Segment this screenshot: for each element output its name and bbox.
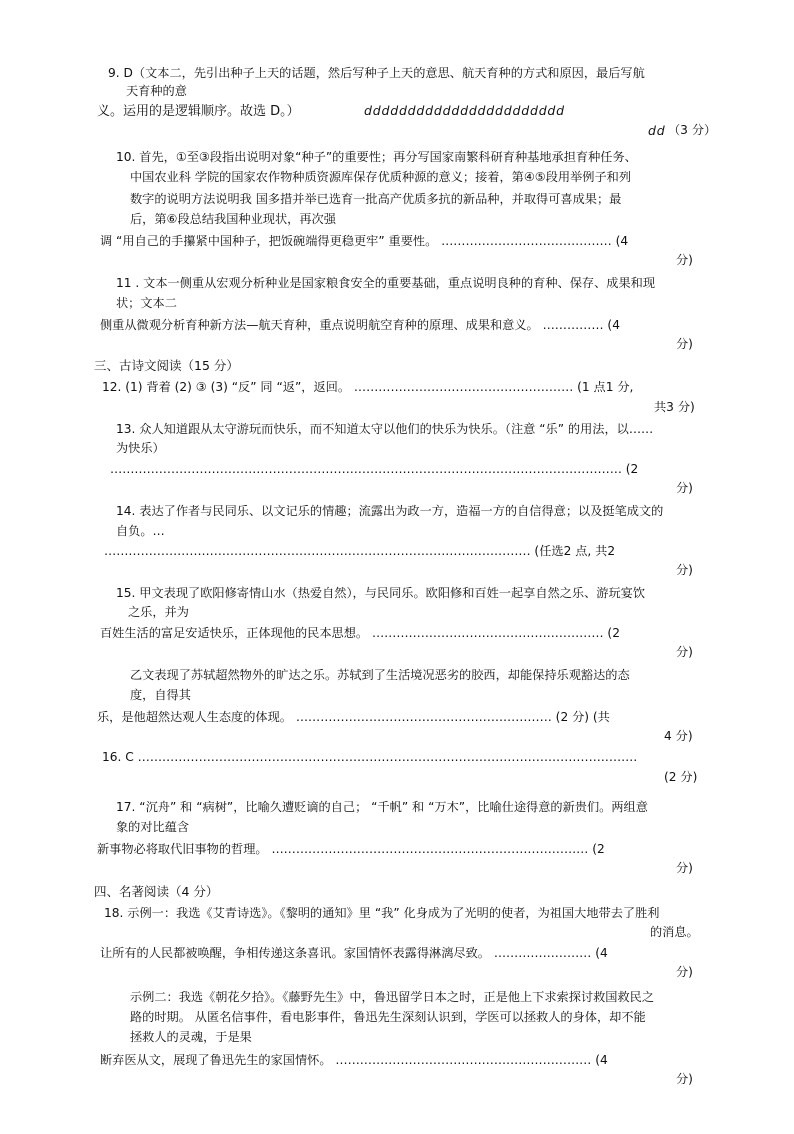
q15-line-5: 乙文表现了苏轼超然物外的旷达之乐。苏轼到了生活境况恶劣的胶西，却能保持乐观豁达的态: [130, 668, 630, 682]
q17-line-1: 17. “沉舟” 和 “病树”，比喻久遭贬谪的自己； “千帆” 和 “万木”，比喻仕途得意的新贵们。两组意: [116, 800, 648, 814]
q18-line-9: 分): [676, 1072, 693, 1086]
section-4-title: 四、名著阅读（4 分）: [94, 884, 219, 899]
q18-line-2: 的消息。: [650, 925, 699, 939]
q17-line-4: 分): [676, 861, 693, 875]
q10-line-2: 中国农业科 学院的国家农作物种质资源库保存优质种源的意义；接着，第④⑤段用举例子和列: [130, 170, 632, 184]
q10-line-3: 数字的说明方法说明我 国多措并举已选育一批高产优质多抗的新品种，并取得可喜成果；最: [130, 192, 622, 206]
q16-line-1: 16. C ……………………………………………………………………………………………………………: [102, 750, 638, 764]
q18-line-8: 断弃医从文，展现了鲁迅先生的家国情怀。 ……………………………………………………… (4: [100, 1053, 608, 1067]
q13-line-1: 13. 众人知道跟从太守游玩而快乐，而不知道太守以他们的快乐为快乐。（注意 “乐” 的用法，以……: [116, 422, 654, 436]
q17-line-3: 新事物必将取代旧事物的哲理。 …………………………………………………………………… (2: [97, 842, 605, 856]
q18-line-3: 让所有的人民都被唤醒，争相传递这条喜讯。家国情怀表露得淋漓尽致。 …………………… (4: [100, 946, 608, 960]
q9-filler-2: dd: [648, 123, 666, 138]
q13-line-3: ……………………………………………………………………………………………………………… (2: [110, 462, 639, 476]
q15-line-2: 之乐，并为: [128, 605, 189, 619]
q15-line-7: 乐，是他超然达观人生态度的体现。 ……………………………………………………… (2 分) (共: [97, 710, 610, 724]
section-3-title: 三、古诗文阅读（15 分）: [94, 358, 239, 373]
q11-line-4: 分): [676, 337, 693, 351]
q11-line-1: 11 . 文本一侧重从宏观分析种业是国家粮食安全的重要基础，重点说明良种的育种、保存、成果和现: [116, 276, 656, 290]
q10-line-1: 10. 首先，①至③段指出说明对象“种子”的重要性；再分写国家南繁科研育种基地承担育种任务、: [116, 150, 637, 164]
q13-line-2: 为快乐）: [116, 441, 165, 455]
q9-score: （3 分）: [668, 123, 717, 137]
q18-line-6: 路的时期。 从匿名信事件，看电影事件，鲁迅先生深刻认识到，学医可以拯救人的身体，却不能: [130, 1010, 646, 1024]
q14-line-4: 分): [676, 563, 693, 577]
q14-line-3: …………………………………………………………………………………………… (任选2 点, 共2: [104, 544, 616, 558]
q13-line-4: 分): [676, 481, 693, 495]
q15-line-4: 分): [676, 645, 693, 659]
q11-line-2: 状；文本二: [116, 296, 177, 310]
q9-line-2: 天育种的意: [126, 84, 187, 98]
q12-line-2: 共3 分): [654, 400, 695, 414]
q12-line-1: 12. (1) 背着 (2) ③ (3) “反” 同 “返”，返回。 ……………………………………………… (1 点1 分,: [102, 380, 634, 394]
q15-line-6: 度，自得其: [130, 688, 191, 702]
q17-line-2: 象的对比蕴含: [116, 820, 190, 834]
q10-line-4: 后，第⑥段总结我国种业现状，再次强: [130, 212, 336, 226]
q15-line-1: 15. 甲文表现了欧阳修寄情山水（热爱自然），与民同乐。欧阳修和百姓一起享自然之乐、游玩宴饮: [116, 586, 646, 600]
q18-line-4: 分): [676, 965, 693, 979]
q14-line-1: 14. 表达了作者与民同乐、以文记乐的情趣；流露出为政一方，造福一方的自信得意；以及挺笔成文的: [116, 504, 664, 518]
q9-line-3: 义。运用的是逻辑顺序。故选 D。）: [97, 104, 300, 119]
q15-line-3: 百姓生活的富足安适快乐，正体现他的民本思想。 ………………………………………………… (2: [100, 626, 620, 640]
q18-line-7: 拯救人的灵魂，于是果: [130, 1030, 252, 1044]
q18-line-1: 18. 示例一：我选《艾青诗选》。《黎明的通知》里 “我” 化身成为了光明的使者，为祖国大地带去了胜利: [104, 906, 660, 920]
q14-line-2: 自负。…: [116, 524, 165, 538]
q18-line-5: 示例二：我选《朝花夕拾》。《藤野先生》中，鲁迅留学日本之时，正是他上下求索探讨救国救民之: [130, 990, 655, 1004]
q16-line-2: (2 分): [664, 770, 698, 784]
q9-line-1: 9. D（文本二，先引出种子上天的话题，然后写种子上天的意思、航天育种的方式和原因，最后写航: [108, 66, 645, 80]
q10-line-6: 分): [676, 253, 693, 267]
q10-line-5: 调 “用自己的手攥紧中国种子，把饭碗端得更稳更牢” 重要性。 …………………………………… (4: [100, 234, 629, 248]
q15-line-8: 4 分): [664, 729, 693, 743]
q11-line-3: 侧重从微观分析育种新方法—航天育种，重点说明航空育种的原理、成果和意义。 …………… (4: [100, 318, 620, 332]
q9-filler-1: ddddddddddddddddddddddd: [364, 103, 565, 118]
